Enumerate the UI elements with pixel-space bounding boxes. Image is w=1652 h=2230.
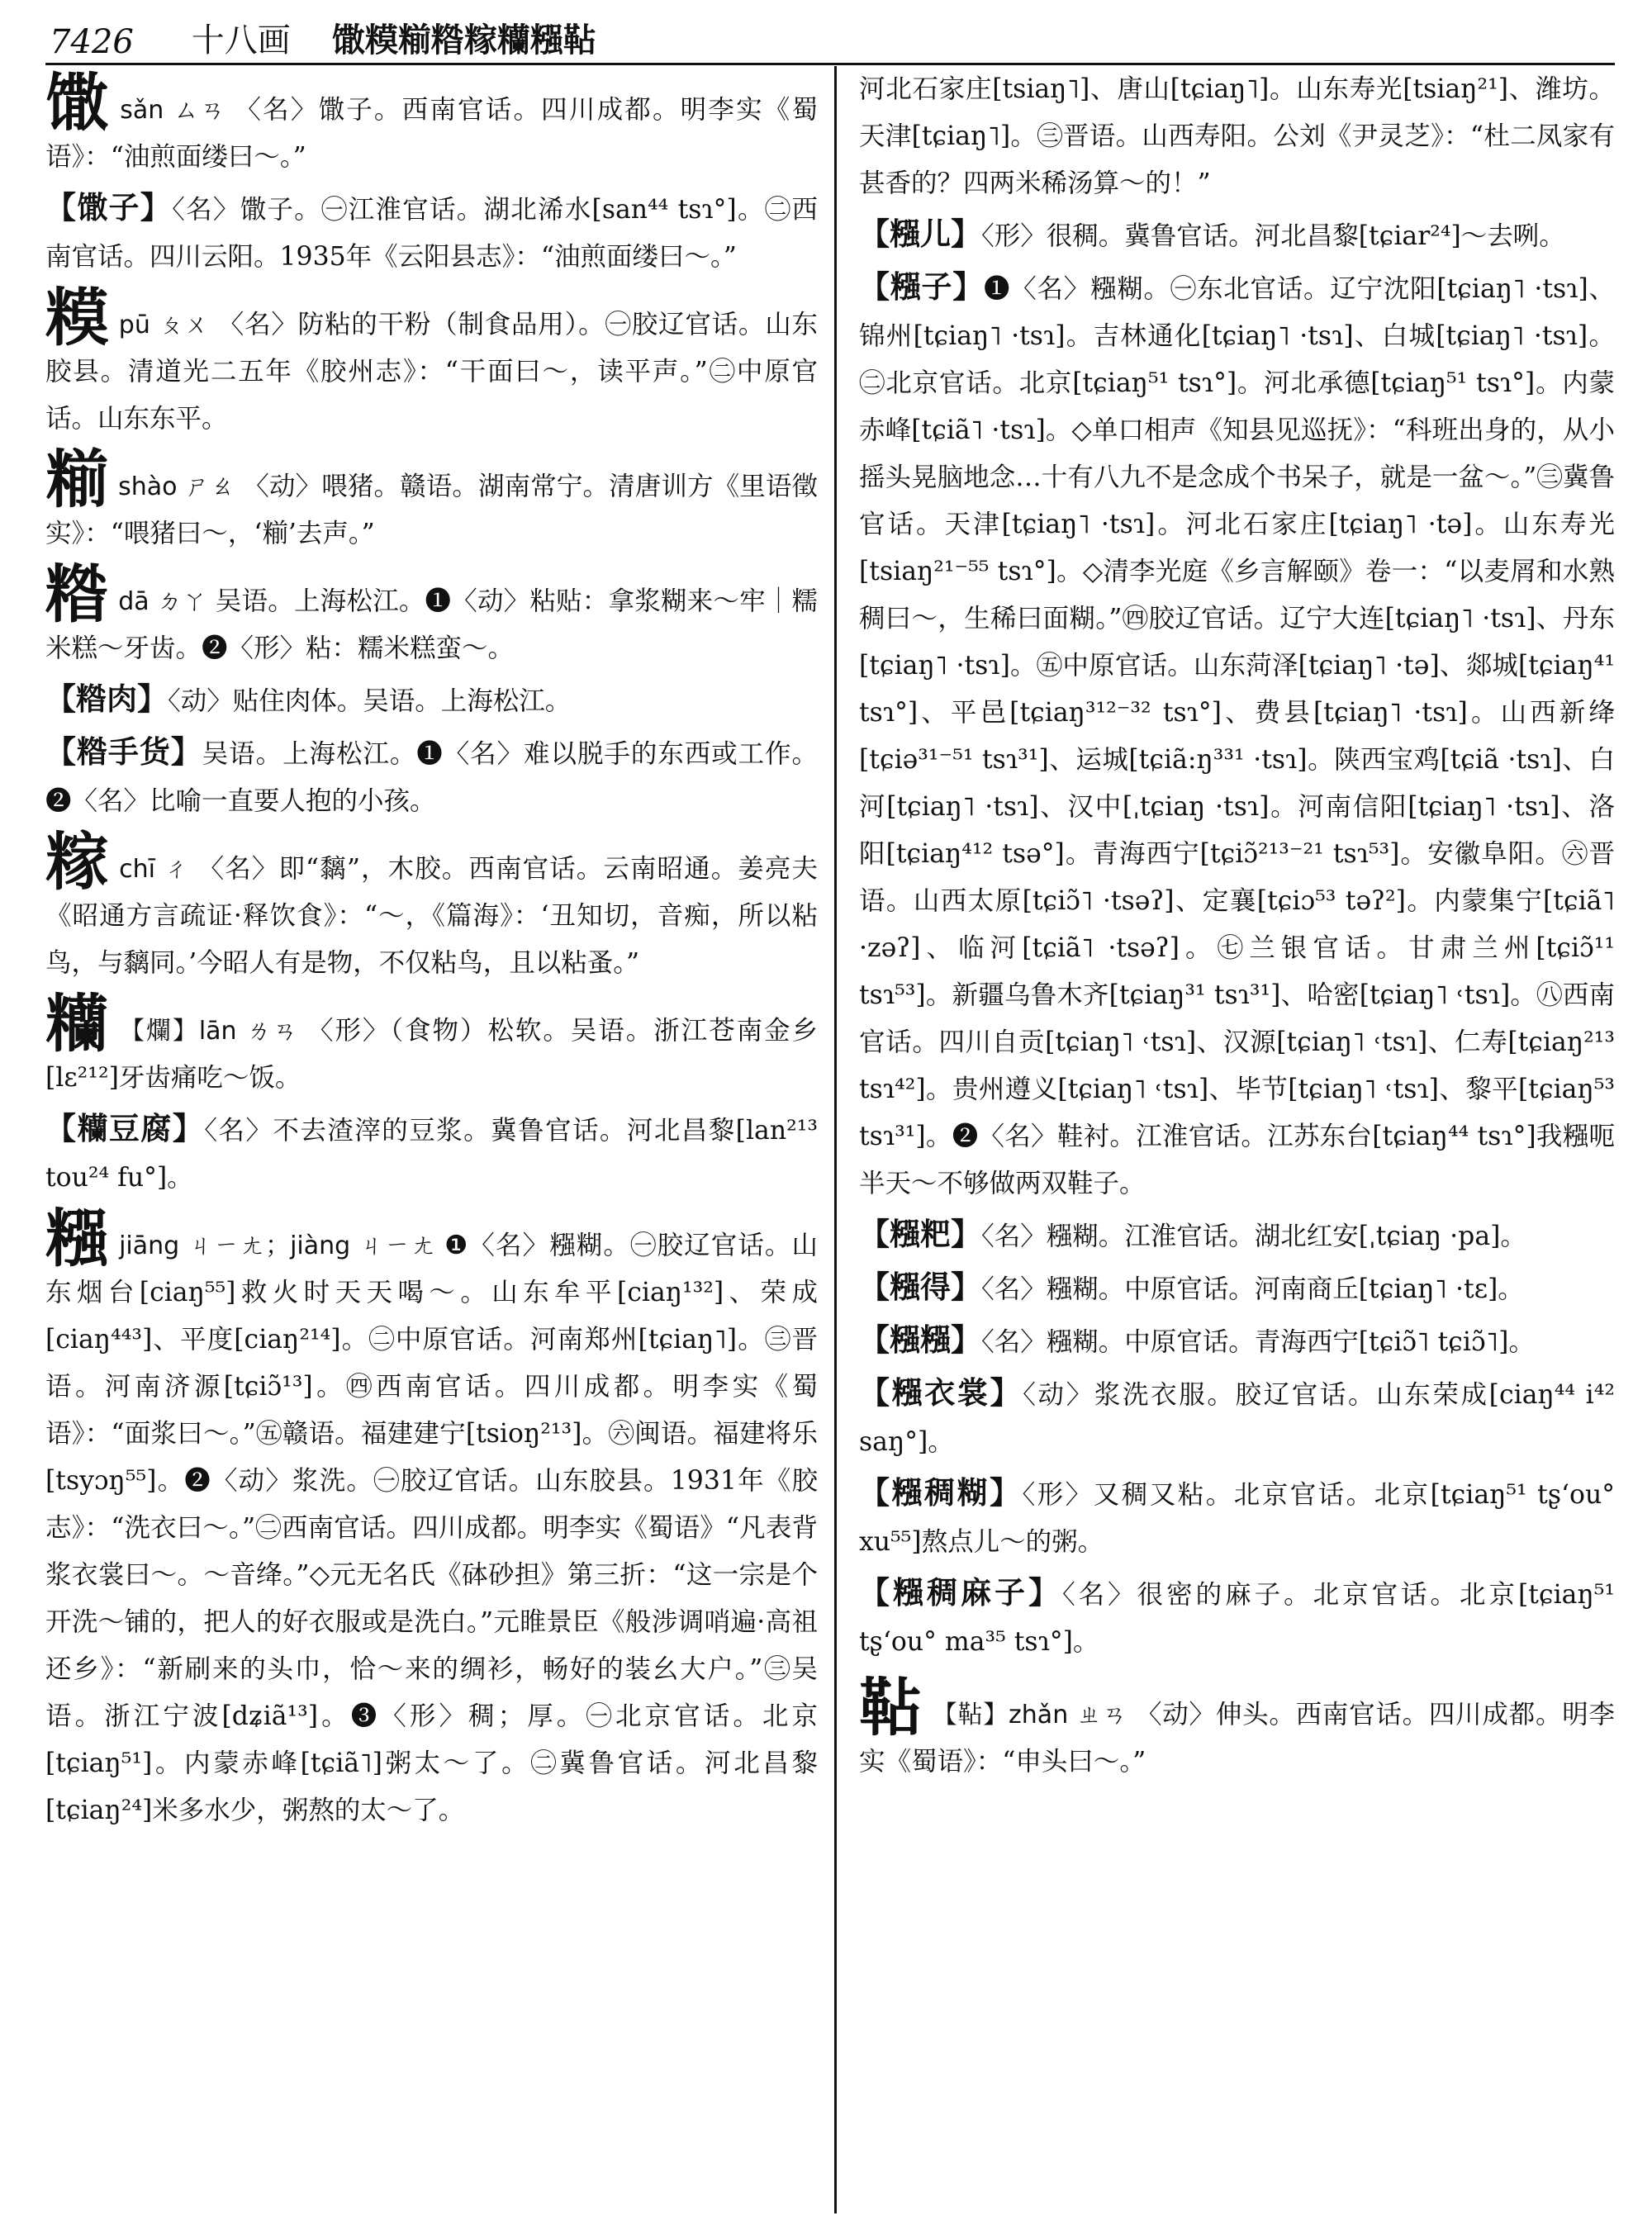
pinyin: chī ㄔ bbox=[119, 855, 190, 884]
definition: 〈名〉即“黐”，木胶。西南官话。云南昭通。姜亮夫《昭通方言疏证·释饮食》：“～，《篇海》：‘丑知切，音痴，所以粘鸟，与黐同。’今昭人有是物，不仅粘鸟，且以粘蚤。” bbox=[45, 854, 818, 978]
entry-da bbox=[45, 558, 818, 672]
pinyin: 【䩞】zhǎn ㄓㄢ bbox=[932, 1701, 1128, 1729]
entry-jiangde bbox=[859, 1264, 1615, 1313]
pinyin: shào ㄕㄠ bbox=[118, 472, 235, 501]
sub-headword: 【糨粑】 bbox=[859, 1216, 981, 1252]
definition: 吴语。上海松江。❶〈名〉难以脱手的东西或工作。❷〈名〉比喻一直要人抱的小孩。 bbox=[45, 739, 819, 816]
definition: 〈动〉伸头。西南官话。四川成都。明李实《蜀语》：“申头曰～。” bbox=[859, 1700, 1615, 1777]
entry-chi bbox=[45, 825, 818, 987]
pinyin: 【爛】lān ㄌㄢ bbox=[119, 1017, 299, 1046]
definition: 〈名〉防粘的干粉（制食品用）。㊀胶辽官话。山东胶县。清道光二五年《胶州志》：“干面曰～，读平声。”㊁中原官话。山东东平。 bbox=[45, 310, 818, 434]
sub-headword: 【糨稠糊】 bbox=[859, 1474, 1023, 1511]
sub-headword: 【糨儿】 bbox=[859, 216, 981, 252]
definition: 河北石家庄[tsiaŋ˥]、唐山[tɕiaŋ˥]。山东寿光[tsiaŋ²¹]、潍坊。天津[tɕiaŋ˥]。㊂晋语。山西寿阳。公刘《尹灵芝》：“杜二凤家有甚香的？四两米稀汤算～的！” bbox=[859, 74, 1615, 198]
right-column bbox=[859, 66, 1615, 1786]
pinyin: pū ㄆㄨ bbox=[118, 311, 210, 339]
definition: 〈名〉馓子。西南官话。四川成都。明李实《蜀语》：“油煎面缕曰～。” bbox=[45, 95, 818, 172]
page-header bbox=[50, 15, 1611, 61]
entry-landoufu bbox=[45, 1105, 818, 1202]
sub-headword: 【糨衣裳】 bbox=[859, 1374, 1023, 1411]
sub-headword: 【糨得】 bbox=[859, 1269, 981, 1305]
entry-jiangyishang bbox=[859, 1369, 1615, 1466]
definition: 〈名〉很密的麻子。北京官话。北京[tɕiaŋ⁵¹ tʂ‘ou° ma³⁵ tsɿ°]。 bbox=[859, 1580, 1615, 1657]
page-number: 7426 bbox=[50, 23, 134, 61]
entry-sanzi bbox=[45, 184, 818, 281]
headword: 糢 bbox=[45, 281, 109, 354]
header-characters: 馓糢糋糌糘糷糨䩞 bbox=[331, 21, 596, 59]
headword: 糋 bbox=[45, 443, 109, 516]
pinyin: dā ㄉㄚ bbox=[118, 587, 207, 616]
sub-headword: 【糨子】 bbox=[859, 268, 985, 305]
sub-headword: 【馓子】 bbox=[45, 189, 173, 225]
entry-zhan bbox=[859, 1671, 1615, 1786]
entry-jiangba bbox=[859, 1211, 1615, 1260]
definition: 〈名〉糨糊。中原官话。河南商丘[tɕiaŋ˥ ·tɛ]。 bbox=[981, 1274, 1524, 1304]
definition: 〈动〉浆洗衣服。胶辽官话。山东荣成[ciaŋ⁴⁴ i⁴² saŋ°]。 bbox=[859, 1380, 1615, 1457]
definition: 〈名〉糨糊。江淮官话。湖北红安[ˌtɕiaŋ ·pa]。 bbox=[981, 1222, 1526, 1251]
sub-headword: 【糌手货】 bbox=[45, 733, 202, 770]
definition: ❶〈名〉糨糊。㊀东北官话。辽宁沈阳[tɕiaŋ˥ ·tsɿ]、锦州[tɕiaŋ˥ ·tsɿ]。吉林通化[tɕiaŋ˥ ·tsɿ]、白城[tɕiaŋ˥ ·tsɿ]。㊁北京官话。北京[tɕiaŋ⁵¹ tsɿ°]。河北承德[tɕiaŋ⁵¹ tsɿ°]。内蒙赤峰[tɕiã˥ ·tsɿ]。◇单口相声《知县见巡抚》：“科班出身的，从小摇头晃脑地念…十有八九不是念成个书呆子，就是一盆～。”㊂冀鲁官话。天津[tɕiaŋ˥ ·tsɿ]。河北石家庄[tɕiaŋ˥ ·tə]。山东寿光[tsiaŋ²¹⁻⁵⁵ tsɿ°]。◇清李光庭《乡言解颐》卷一：“以麦屑和水熟稠曰～，生稀曰面糊。”㊃胶辽官话。辽宁大连[tɕiaŋ˥ ·tsɿ]、丹东[tɕiaŋ˥ ·tsɿ]。㊄中原官话。山东菏泽[tɕiaŋ˥ ·tə]、郯城[tɕiaŋ⁴¹ tsɿ°]、平邑[tɕiaŋ³¹²⁻³² tsɿ°]、费县[tɕiaŋ˥ ·tsɿ]。山西新绛[tɕiə³¹⁻⁵¹ tsɿ³¹]、运城[tɕiã:ŋ³³¹ ·tsɿ]。陕西宝鸡[tɕiã ·tsɿ]、白河[tɕiaŋ˥ ·tsɿ]、汉中[ˌtɕiaŋ ·tsɿ]。河南信阳[tɕiaŋ˥ ·tsɿ]、洛阳[tɕiaŋ⁴¹² tsə°]。青海西宁[tɕiɔ̃²¹³⁻²¹ tsɿ⁵³]。安徽阜阳。㊅晋语。山西太原[tɕiɔ̃˥ ·tsəʔ]、定襄[tɕiɔ⁵³ təʔ²]。内蒙集宁[tɕiã˥ ·zəʔ]、临河[tɕiã˥ ·tsəʔ]。㊆兰银官话。甘肃兰州[tɕiɔ̃¹¹ tsɿ⁵³]。新疆乌鲁木齐[tɕiaŋ³¹ tsɿ³¹]、哈密[tɕiaŋ˥ ˓tsɿ]。㊇西南官话。四川自贡[tɕiaŋ˥ ˓tsɿ]、汉源[tɕiaŋ˥ ˓tsɿ]、仁寿[tɕiaŋ²¹³ tsɿ⁴²]。贵州遵义[tɕiaŋ˥ ˓tsɿ]、毕节[tɕiaŋ˥ ˓tsɿ]、黎平[tɕiaŋ⁵³ tsɿ³¹]。❷〈名〉鞋衬。江淮官话。江苏东台[tɕiaŋ⁴⁴ tsɿ°]我糨呃半天～不够做两双鞋子。 bbox=[859, 274, 1615, 1198]
column-divider bbox=[834, 66, 837, 2213]
definition: 〈形〉很稠。冀鲁官话。河北昌黎[tɕiar²⁴]～去咧。 bbox=[981, 221, 1565, 251]
definition: 〈形〉又稠又粘。北京官话。北京[tɕiaŋ⁵¹ tʂ‘ou° xu⁵⁵]熬点儿～的粥。 bbox=[859, 1480, 1616, 1557]
definition: 〈形〉（食物）松软。吴语。浙江苍南金乡[lɛ²¹²]牙齿痛吃～饭。 bbox=[45, 1016, 818, 1093]
left-column bbox=[45, 66, 818, 1834]
entry-jiangchoumazi bbox=[859, 1569, 1615, 1666]
entry-darou bbox=[45, 676, 818, 725]
entry-jiangzi bbox=[859, 263, 1615, 1208]
sub-headword: 【糌肉】 bbox=[45, 681, 168, 717]
definition: 〈动〉贴住肉体。吴语。上海松江。 bbox=[168, 686, 572, 716]
headword: 糨 bbox=[45, 1202, 110, 1275]
entry-jiangchouhu bbox=[859, 1469, 1615, 1566]
entry-dashouhuo bbox=[45, 728, 818, 825]
definition: 〈名〉不去渣滓的豆浆。冀鲁官话。河北昌黎[lan²¹³ tou²⁴ fu°]。 bbox=[45, 1116, 819, 1193]
definition: 〈名〉馓子。㊀江淮官话。湖北浠水[san⁴⁴ tsɿ°]。㊁西南官话。四川云阳。1935年《云阳县志》：“油煎面缕曰～。” bbox=[45, 195, 818, 272]
sub-headword: 【糨糨】 bbox=[859, 1321, 981, 1358]
pinyin: jiāng ㄐㄧㄤ；jiàng ㄐㄧㄤ bbox=[119, 1231, 437, 1260]
entry-shao bbox=[45, 443, 818, 558]
entry-pu bbox=[45, 281, 818, 443]
definition: 〈动〉喂猪。赣语。湖南常宁。清唐训方《里语徵实》：“喂猪曰～，‘糋’去声。” bbox=[45, 472, 818, 548]
entry-san bbox=[45, 66, 818, 181]
pinyin: sǎn ㄙㄢ bbox=[120, 96, 227, 125]
definition: 吴语。上海松江。❶〈动〉粘贴：拿浆糊来～牢｜糯米糕～牙齿。❷〈形〉粘：糯米糕蛮～。 bbox=[45, 586, 818, 663]
entry-lan bbox=[45, 987, 818, 1102]
entry-jiang-cont bbox=[859, 66, 1615, 207]
headword: 糷 bbox=[45, 987, 110, 1060]
entry-jianger bbox=[859, 211, 1615, 260]
headword: 糌 bbox=[45, 558, 109, 631]
stroke-count-title: 十八画 bbox=[191, 21, 291, 59]
headword: 馓 bbox=[45, 66, 111, 140]
entry-jiangjiang bbox=[859, 1317, 1615, 1366]
definition: 〈名〉糨糊。中原官话。青海西宁[tɕiɔ̃˥ tɕiɔ̃˥]。 bbox=[981, 1327, 1535, 1357]
sub-headword: 【糨稠麻子】 bbox=[859, 1574, 1062, 1611]
headword: 䩞 bbox=[859, 1671, 923, 1744]
sub-headword: 【糷豆腐】 bbox=[45, 1110, 205, 1146]
definition: ❶〈名〉糨糊。㊀胶辽官话。山东烟台[ciaŋ⁵⁵]救火时天天喝～。山东牟平[ciaŋ¹³²]、荣成[ciaŋ⁴⁴³]、平度[ciaŋ²¹⁴]。㊁中原官话。河南郑州[tɕiaŋ˥]。㊂晋语。河南济源[tɕiɔ̃¹³]。㊃西南官话。四川成都。明李实《蜀语》：“面浆曰～。”㊄赣语。福建建宁[tsioŋ²¹³]。㊅闽语。福建将乐[tsyɔŋ⁵⁵]。❷〈动〉浆洗。㊀胶辽官话。山东胶县。1931年《胶志》：“洗衣曰～。”㊁西南官话。四川成都。明李实《蜀语》“凡表背浆衣裳曰～。～音绛。”◇元无名氏《砵砂担》第三折：“这一宗是个开洗～铺的，把人的好衣服或是洗白。”元睢景臣《般涉调哨遍·高祖还乡》：“新刷来的头巾，恰～来的绸衫，畅好的装幺大户。”㊂吴语。浙江宁波[dʑiã¹³]。❸〈形〉稠；厚。㊀北京官话。北京[tɕiaŋ⁵¹]。内蒙赤峰[tɕiã˥]粥太～了。㊁冀鲁官话。河北昌黎[tɕiaŋ²⁴]米多水少，粥熬的太～了。 bbox=[45, 1231, 819, 1825]
entry-jiang bbox=[45, 1202, 819, 1834]
header-rule bbox=[45, 63, 1615, 65]
headword: 糘 bbox=[45, 825, 110, 899]
